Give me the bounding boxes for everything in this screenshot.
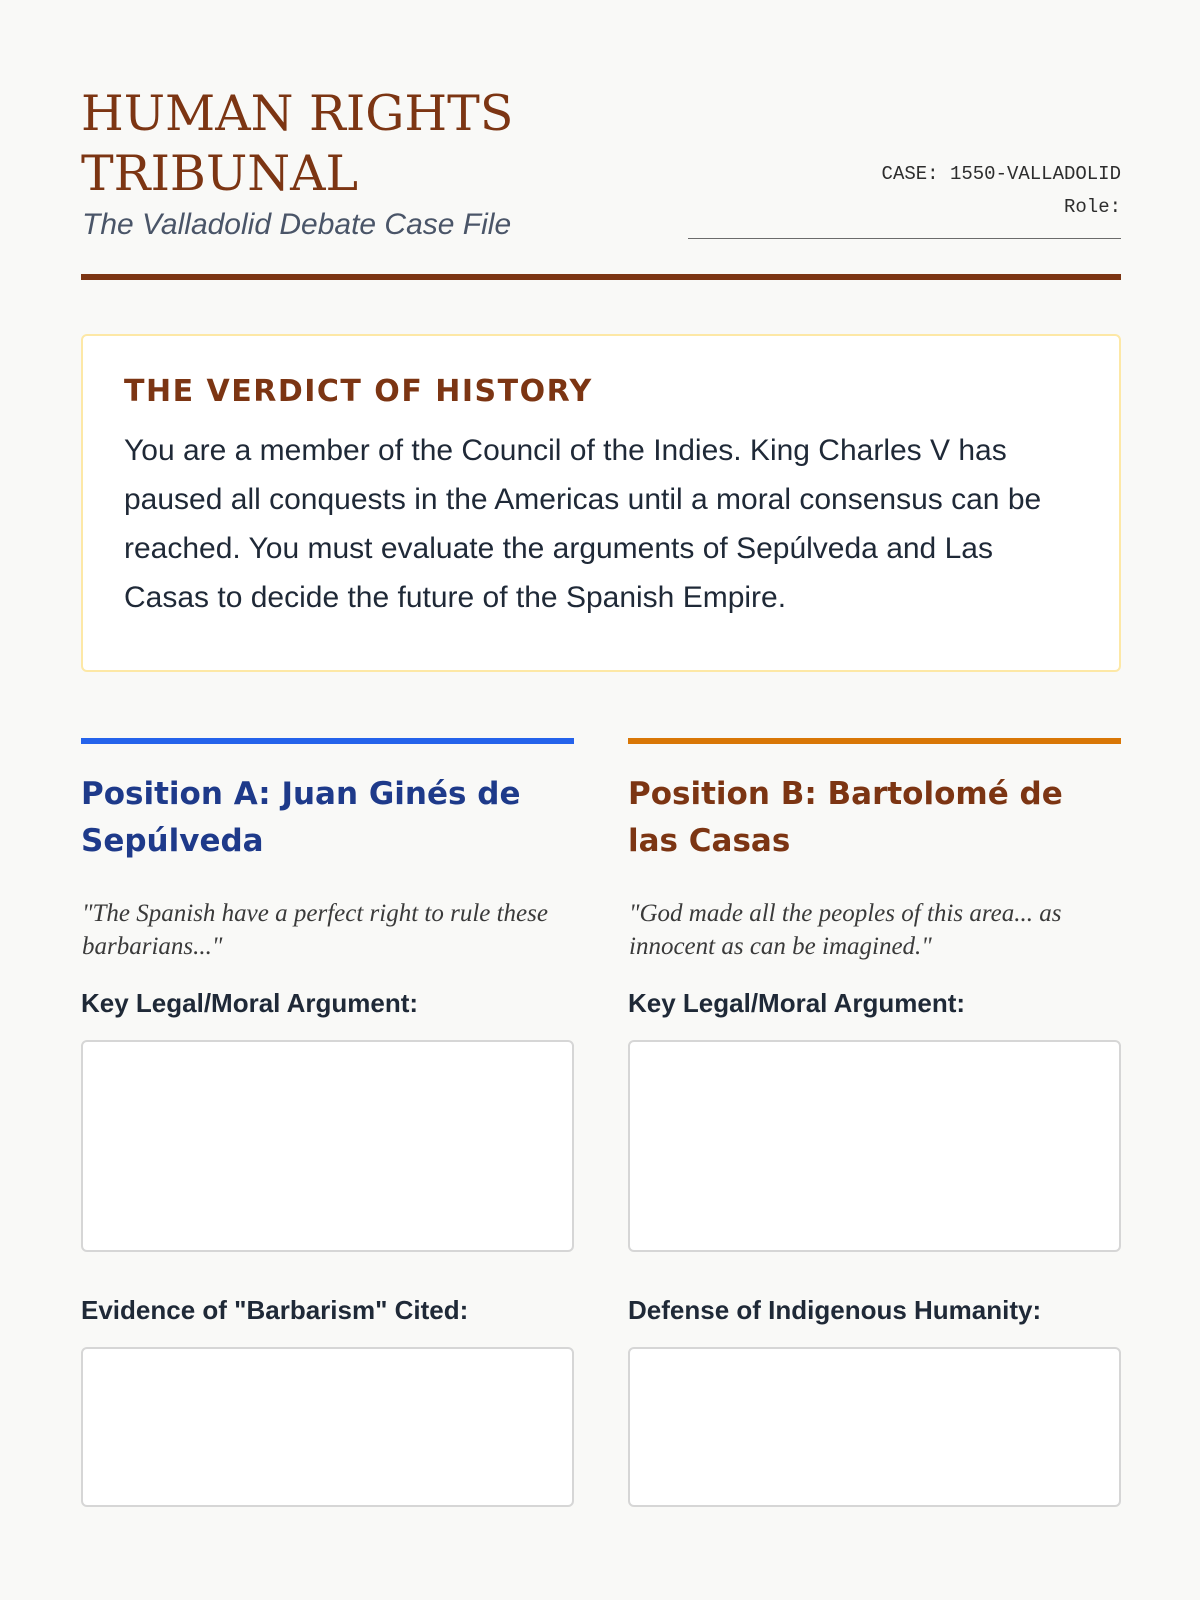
position-a-evidence-label: Evidence of "Barbarism" Cited: [81, 1295, 469, 1325]
verdict-body: You are a member of the Council of the Indies. King Charles V has paused all conquests in the Americas until a moral consensus can be reached. You must evaluate the arguments of Sepúlveda and Las Casas to decide the future of the Spanish Empire. [124, 434, 1042, 614]
page-title [81, 84, 513, 204]
position-a-title: Position A: Juan Ginés de Sepúlveda [81, 776, 521, 859]
role-label: Role: [1063, 196, 1121, 218]
position-a-quote: "The Spanish have a perfect right to rule these barbarians..." [82, 900, 548, 960]
worksheet-page [81, 0, 1121, 1325]
position-b-defense-label: Defense of Indigenous Humanity: [628, 1295, 1042, 1325]
position-a-column [81, 738, 574, 1325]
position-a-argument-label: Key Legal/Moral Argument: [81, 988, 419, 1018]
title-line-2: TRIBUNAL [81, 145, 359, 202]
position-b-quote: "God made all the peoples of this area... as innocent as can be imagined." [629, 900, 1062, 960]
verdict-panel [81, 334, 1121, 672]
header [81, 0, 1121, 282]
position-b-argument-input[interactable] [628, 1040, 1121, 1252]
header-divider [81, 274, 1121, 280]
position-b-defense-input[interactable] [628, 1347, 1121, 1507]
position-a-accent-bar [81, 738, 574, 744]
position-b-title: Position B: Bartolomé de las Casas [628, 776, 1063, 859]
position-b-argument-label: Key Legal/Moral Argument: [628, 988, 966, 1018]
case-info [882, 158, 1121, 224]
position-b-accent-bar [628, 738, 1121, 744]
title-line-1: HUMAN RIGHTS [81, 85, 514, 142]
position-a-argument-input[interactable] [81, 1040, 574, 1252]
case-number: CASE: 1550-VALLADOLID [881, 163, 1121, 185]
role-input-line[interactable] [688, 238, 1121, 239]
position-b-column [628, 738, 1121, 1325]
page-subtitle: The Valladolid Debate Case File [82, 208, 512, 241]
position-a-evidence-input[interactable] [81, 1347, 574, 1507]
verdict-heading: THE VERDICT OF HISTORY [124, 374, 593, 409]
